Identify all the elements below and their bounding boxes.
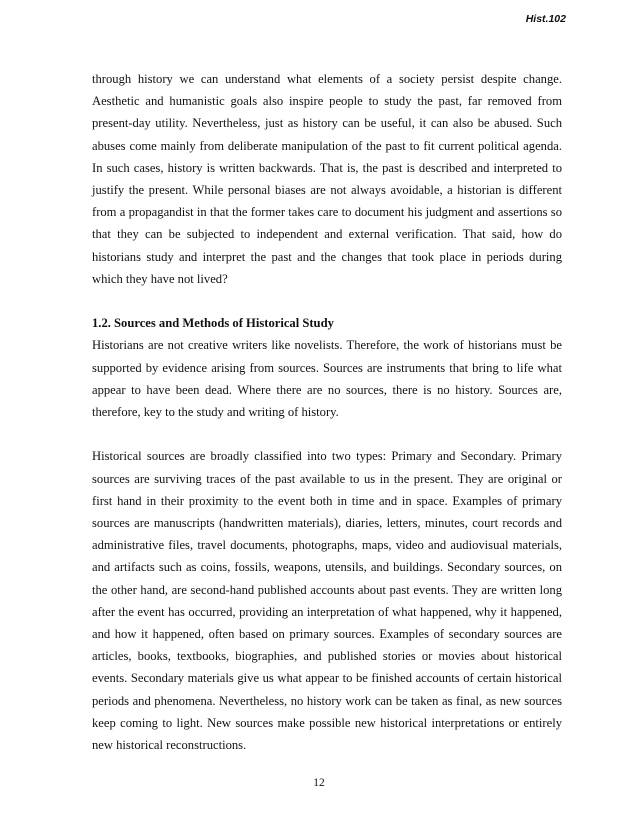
paragraph-source-types: Historical sources are broadly classified into two types: Primary and Secondary. Primary sources are surviving traces of the past available to us in the present. They are original or first hand in their proximity to the event both in time and in space. Examples of primary sources are manuscripts (handwritten materials), diaries, letters, minutes, court records and administrative files, travel documents, photographs, maps, video and audiovisual materials, and artifacts such as coins, fossils, weapons, utensils, and buildings. Secondary sources, on the other hand, are second-hand published accounts about past events. They are written long after the event has occurred, providing an interpretation of what happened, why it happened, and how it happened, often based on primary sources. Examples of secondary sources are articles, books, textbooks, biographies, and published stories or movies about historical events. Secondary materials give us what appear to be finished accounts of certain historical periods and phenomena. Nevertheless, no history work can be taken as final, as new sources keep coming to light. New sources make possible new historical interpretations or entirely new historical reconstructions. [92,449,562,753]
paragraph-history-uses: through history we can understand what elements of a society persist despite change. Aesthetic and humanistic goals also inspire people to study the past, far removed from present-day utility. Nevertheless, just as history can be useful, it can also be abused. Such abuses come mainly from deliberate manipulation of the past to fit current political agenda. In such cases, history is written backwards. That is, the past is described and interpreted to justify the present. While personal biases are not always avoidable, a historian is different from a propagandist in that the former takes care to document his judgment and assertions so that they can be subjected to independent and external verification. That said, how do historians study and interpret the past and the changes that took place in periods during which they have not lived? [92,72,562,286]
section-title: 1.2. Sources and Methods of Historical Study [92,316,334,331]
course-code-header: Hist.102 [525,13,566,25]
document-body [92,68,562,756]
page-number: 12 [313,777,325,789]
paragraph-sources-intro: Historians are not creative writers like novelists. Therefore, the work of historians must be supported by evidence arising from sources. Sources are instruments that bring to life what appear to have been dead. Where there are no sources, there is no history. Sources are, therefore, key to the study and writing of history. [92,338,562,420]
